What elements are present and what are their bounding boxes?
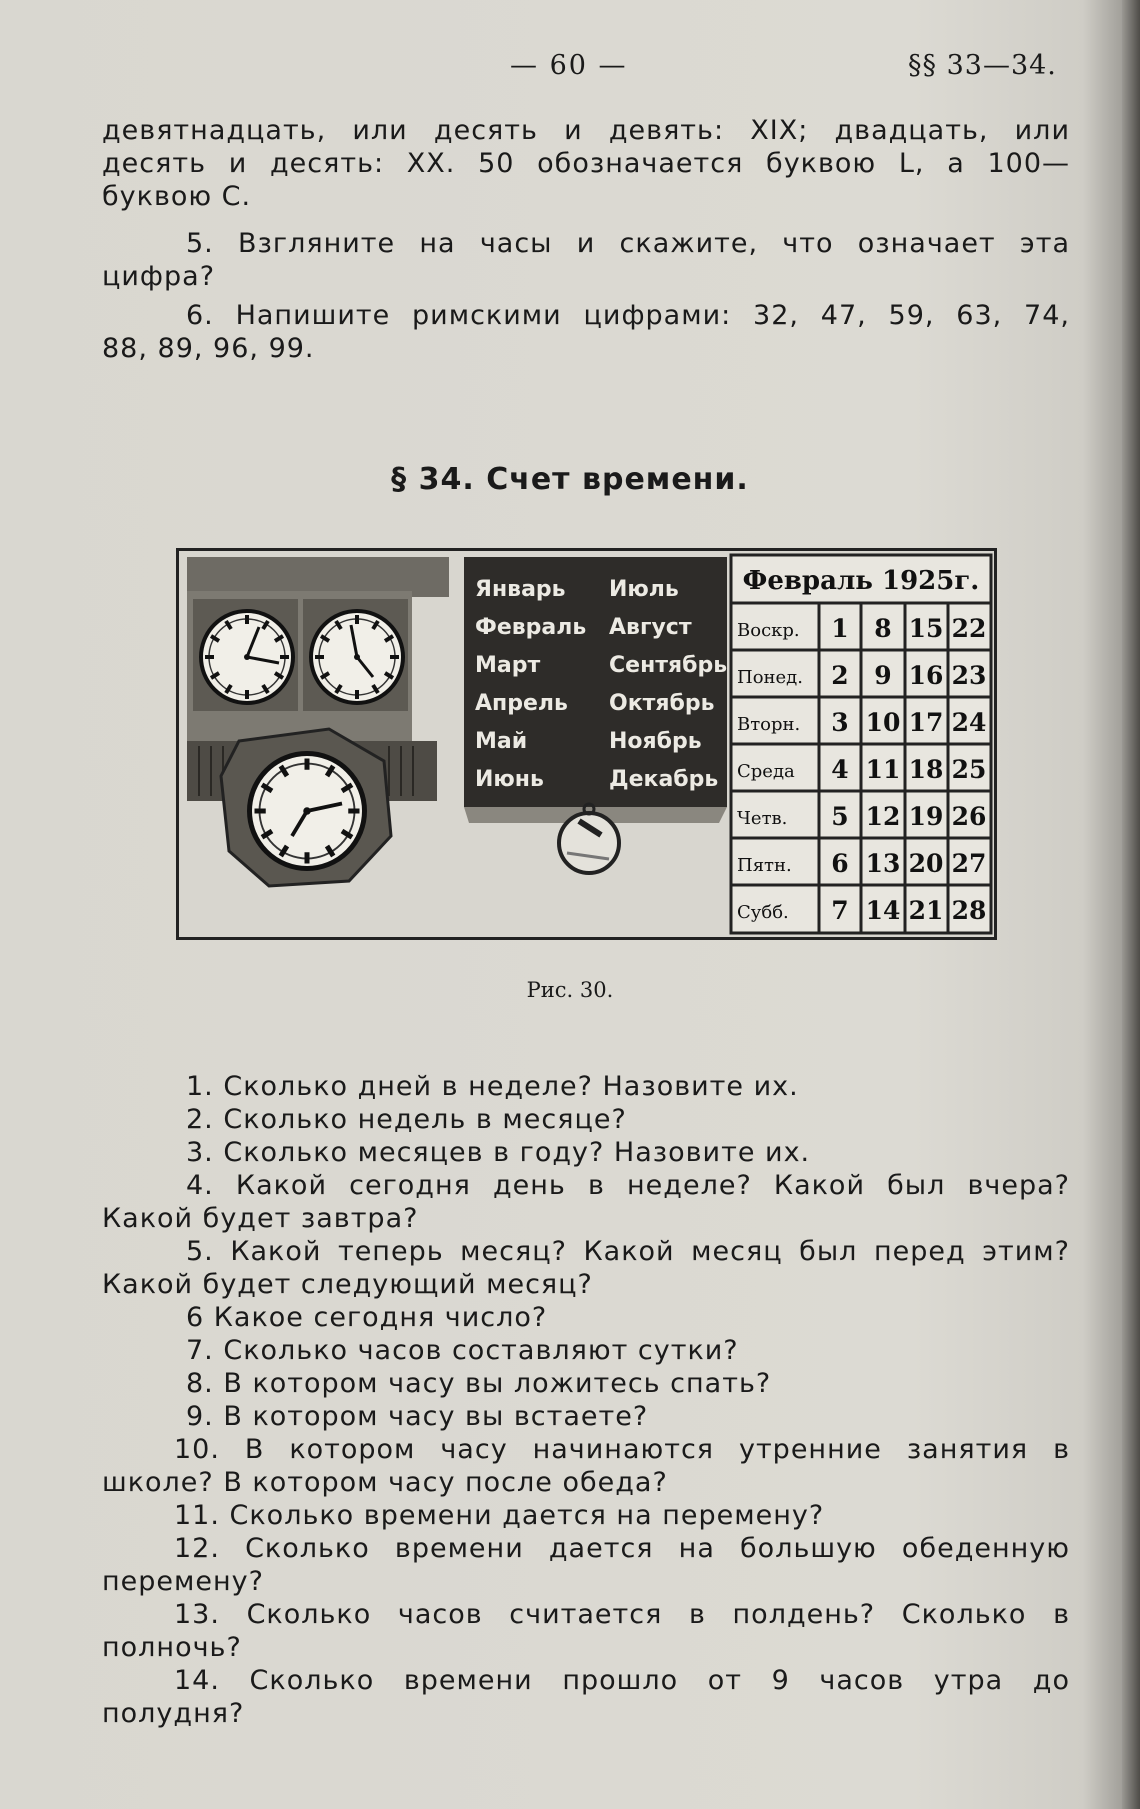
- weekday-label: Понед.: [737, 667, 803, 688]
- calendar-date: 4: [831, 755, 849, 784]
- question-line: 14. Сколько времени прошло от 9 часов утра до: [174, 1665, 1070, 1696]
- text-line: девятнадцать, или десять и девять: XIX; двадцать, или: [102, 115, 1070, 146]
- book-binding-shadow: [1122, 0, 1140, 1809]
- month-label: Сентябрь: [609, 653, 728, 678]
- page-number: — 60 —: [510, 50, 628, 81]
- month-label: Август: [609, 615, 692, 640]
- calendar-date: 26: [951, 802, 987, 831]
- question-line: 7. Сколько часов составляют сутки?: [186, 1335, 739, 1366]
- month-label: Октябрь: [609, 691, 715, 716]
- calendar-date: 3: [831, 708, 849, 737]
- calendar-date: 23: [951, 661, 987, 690]
- weekday-label: Среда: [737, 761, 795, 782]
- question-line: 12. Сколько времени дается на большую обеденную: [174, 1533, 1070, 1564]
- question-list: [102, 1070, 1070, 1730]
- calendar-date: 12: [865, 802, 901, 831]
- calendar-date: 16: [908, 661, 944, 690]
- calendar-date: 20: [908, 849, 944, 878]
- month-label: Апрель: [475, 691, 568, 716]
- weekday-label: Четв.: [737, 808, 788, 829]
- intro-paragraph: [102, 114, 1070, 213]
- month-label: Февраль: [475, 615, 587, 640]
- question-line: 10. В котором часу начинаются утренние занятия в: [174, 1434, 1070, 1465]
- calendar-date: 22: [951, 614, 987, 643]
- calendar-date: 2: [831, 661, 849, 690]
- calendar-date: 14: [865, 896, 901, 925]
- exercise-5: [102, 227, 1070, 293]
- section-title: § 34. Счет времени.: [391, 462, 749, 497]
- alarm-clock: [221, 729, 391, 886]
- exercise-6: [102, 299, 1070, 365]
- calendar-date: 11: [865, 755, 901, 784]
- text-line: 5. Взгляните на часы и скажите, что означает эта: [186, 228, 1070, 259]
- question-line: Какой будет завтра?: [102, 1203, 419, 1234]
- calendar-date: 13: [865, 849, 901, 878]
- calendar-date: 24: [951, 708, 987, 737]
- month-label: Декабрь: [609, 767, 719, 792]
- question-line: Какой будет следующий месяц?: [102, 1269, 593, 1300]
- weekday-label: Вторн.: [737, 714, 801, 735]
- month-label: Июль: [609, 577, 679, 602]
- question-line: 1. Сколько дней в неделе? Назовите их.: [186, 1071, 799, 1102]
- month-label: Июнь: [475, 767, 544, 792]
- text-line: десять и десять: XX. 50 обозначается буквою L, а 100—: [102, 148, 1070, 179]
- calendar-date: 1: [831, 614, 849, 643]
- month-label: Март: [475, 653, 541, 678]
- calendar-date: 7: [831, 896, 849, 925]
- month-label: Январь: [475, 577, 566, 602]
- question-line: 3. Сколько месяцев в году? Назовите их.: [186, 1137, 811, 1168]
- month-label: Май: [475, 729, 528, 754]
- question-line: 11. Сколько времени дается на перемену?: [174, 1500, 825, 1531]
- calendar-date: 8: [874, 614, 892, 643]
- question-line: полночь?: [102, 1632, 242, 1663]
- calendar-date: 10: [865, 708, 901, 737]
- text-line: 88, 89, 96, 99.: [102, 333, 315, 364]
- calendar-date: 25: [951, 755, 987, 784]
- question-line: 13. Сколько часов считается в полдень? Сколько в: [174, 1599, 1070, 1630]
- weekday-label: Субб.: [737, 902, 789, 923]
- question-line: школе? В котором часу после обеда?: [102, 1467, 668, 1498]
- calendar-date: 27: [951, 849, 987, 878]
- question-line: полудня?: [102, 1698, 245, 1729]
- question-line: 8. В котором часу вы ложитесь спать?: [186, 1368, 772, 1399]
- question-line: 6 Какое сегодня число?: [186, 1302, 548, 1333]
- section-range: §§ 33—34.: [908, 50, 1057, 81]
- calendar-date: 17: [908, 708, 944, 737]
- calendar-date: 19: [908, 802, 944, 831]
- calendar-date: 28: [951, 896, 987, 925]
- weekday-label: Воскр.: [737, 620, 800, 641]
- text-line: 6. Напишите римскими цифрами: 32, 47, 59, 63, 74,: [186, 300, 1070, 331]
- figure-clocks-calendar: [176, 548, 997, 940]
- month-label: Ноябрь: [609, 729, 702, 754]
- weekday-label: Пятн.: [737, 855, 792, 876]
- calendar-date: 6: [831, 849, 849, 878]
- calendar-date: 21: [908, 896, 944, 925]
- calendar-date: 18: [908, 755, 944, 784]
- question-line: 5. Какой теперь месяц? Какой месяц был перед этим?: [186, 1236, 1070, 1267]
- wall-clock-left: [201, 611, 293, 703]
- text-line: цифра?: [102, 261, 216, 292]
- calendar-date: 9: [874, 661, 892, 690]
- text-line: буквою С.: [102, 181, 252, 212]
- question-line: 4. Какой сегодня день в неделе? Какой был вчера?: [186, 1170, 1070, 1201]
- question-line: перемену?: [102, 1566, 264, 1597]
- calendar-date: 5: [831, 802, 849, 831]
- question-line: 9. В котором часу вы встаете?: [186, 1401, 649, 1432]
- wall-clock-right: [311, 611, 403, 703]
- calendar-date: 15: [908, 614, 944, 643]
- question-line: 2. Сколько недель в месяце?: [186, 1104, 627, 1135]
- figure-caption: Рис. 30.: [526, 978, 614, 1002]
- figure-illustration: [179, 551, 994, 937]
- calendar-title: Февраль 1925г.: [742, 566, 980, 596]
